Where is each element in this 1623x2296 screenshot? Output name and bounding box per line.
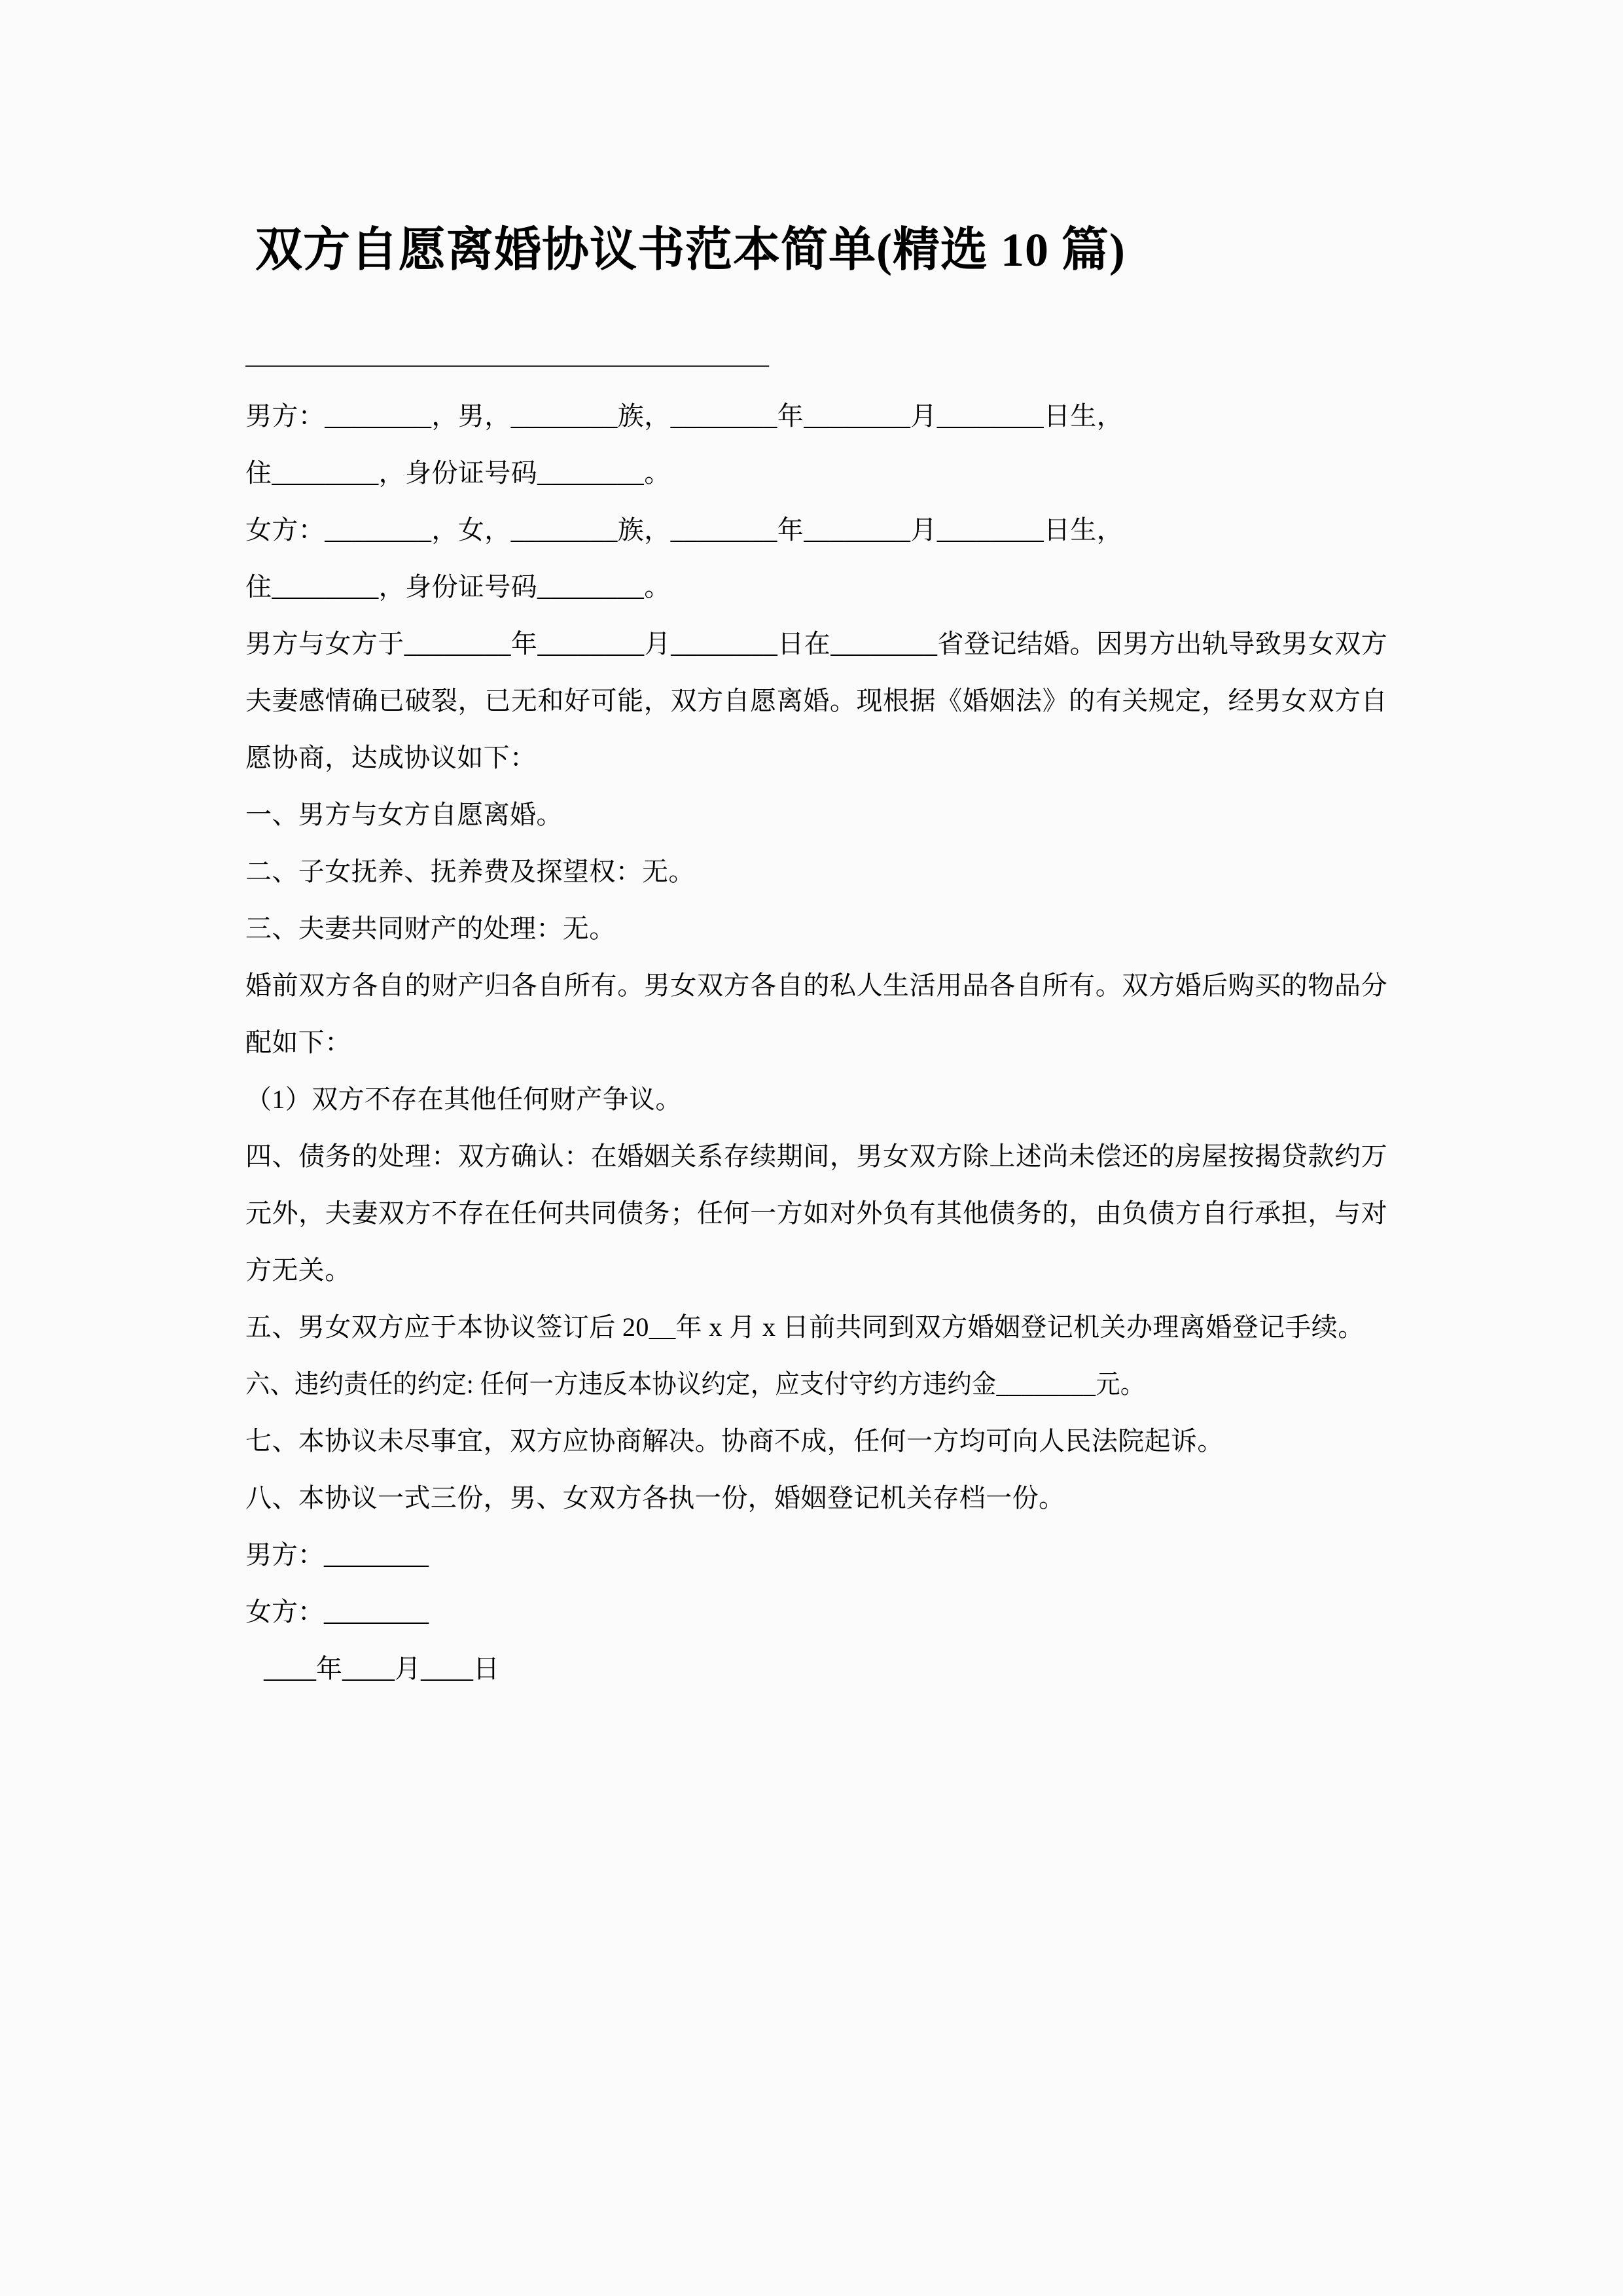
signature-male-label: 男方：: [245, 1540, 324, 1570]
separator-rule: ————————————————————: [245, 349, 769, 378]
signature-female-label: 女方：: [245, 1597, 324, 1626]
paragraph-property-sub-1: （1）双方不存在其他任何财产争议。: [245, 1085, 682, 1114]
page-title: 双方自愿离婚协议书范本简单(精选 10 篇): [255, 224, 1126, 277]
document-body: [245, 340, 1387, 1697]
signature-female-blank: ________: [324, 1597, 429, 1626]
clause-4: 四、债务的处理：双方确认：在婚姻关系存续期间，男女双方除上述尚未偿还的房屋按揭贷款约万元外，夫妻双方不存在任何共同债务；任何一方如对外负有其他债务的，由负债方自行承担，与对方无关。: [245, 1141, 1387, 1285]
signature-male-blank: ________: [324, 1540, 429, 1570]
paragraph-property-detail: 婚前双方各自的财产归各自所有。男女双方各自的私人生活用品各自所有。双方婚后购买的物品分配如下：: [245, 971, 1387, 1057]
paragraph-party-male-line1: 男方：________，男，________族，________年________月________日生，: [245, 401, 1124, 431]
signature-date-line: ____年____月____日: [264, 1654, 499, 1683]
clause-6: 六、违约责任的约定: 任何一方违反本协议约定，应支付守约方违约金________元。: [245, 1369, 1145, 1399]
clause-2: 二、子女抚养、抚养费及探望权：无。: [245, 857, 695, 886]
clause-8: 八、本协议一式三份，男、女双方各执一份，婚姻登记机关存档一份。: [245, 1483, 1065, 1513]
paragraph-party-male-line2: 住________，身份证号码________。: [245, 458, 671, 488]
clause-7: 七、本协议未尽事宜，双方应协商解决。协商不成，任何一方均可向人民法院起诉。: [245, 1426, 1224, 1456]
paragraph-marriage-background: 男方与女方于________年________月________日在________省登记结婚。因男方出轨导致男女双方夫妻感情确已破裂，已无和好可能，双方自愿离婚。现根据《婚姻法》的有关规定，经男女双方自愿协商，达成协议如下：: [245, 629, 1387, 772]
paragraph-party-female-line1: 女方：________，女，________族，________年________月________日生，: [245, 515, 1124, 545]
signature-female-line: [245, 1583, 1387, 1640]
paragraph-party-female-line2: 住________，身份证号码________。: [245, 572, 671, 601]
clause-5: 五、男女双方应于本协议签订后 20__年 x 月 x 日前共同到双方婚姻登记机关办理离婚登记手续。: [245, 1312, 1364, 1342]
clause-3: 三、夫妻共同财产的处理：无。: [245, 914, 616, 943]
signature-male-line: [245, 1526, 1387, 1583]
clause-1: 一、男方与女方自愿离婚。: [245, 800, 563, 829]
